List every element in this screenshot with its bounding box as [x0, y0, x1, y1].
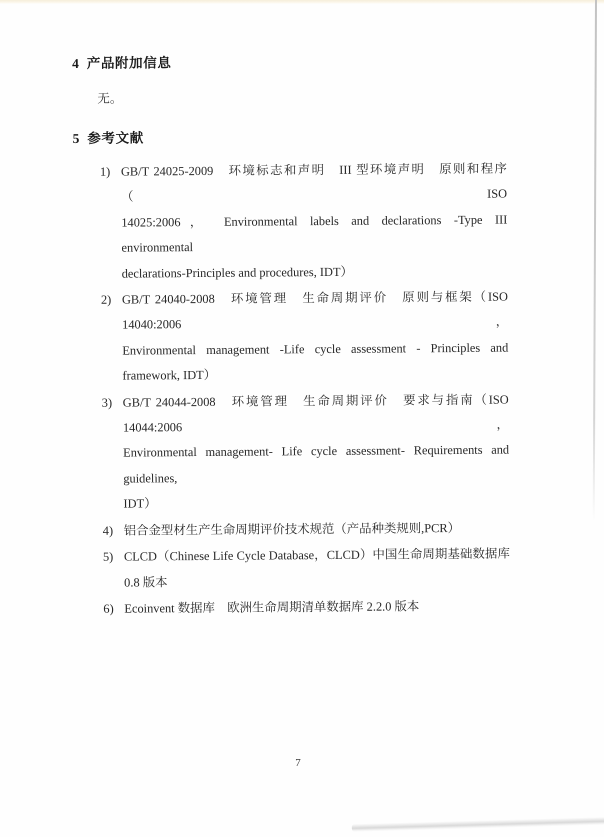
reference-item: [100, 157, 508, 287]
reference-item: [101, 285, 509, 390]
section-4-title: 产品附加信息: [86, 55, 172, 71]
reference-number: 5): [102, 549, 114, 564]
reference-number: 4): [102, 523, 114, 538]
scan-top-edge: [0, 0, 604, 4]
section-4-body: 无。: [97, 91, 123, 106]
scan-right-edge-line: [593, 0, 597, 522]
reference-item: [103, 515, 510, 544]
section-5-title: 参考文献: [87, 130, 144, 146]
reference-number: 6): [103, 601, 114, 616]
reference-text: GB/T 24040-2008 环境管理 生命周期评价 原则与框架（ISO 14040:2006， Environmental management -Life cycle assessment - Principles and framework, IDT）: [121, 289, 509, 383]
section-4-heading: [72, 53, 506, 72]
reference-item: [103, 593, 510, 622]
section-5-number: 5: [72, 130, 80, 146]
section-4-number: 4: [72, 55, 79, 71]
section-5-heading: [73, 128, 507, 147]
page-content: [72, 53, 510, 624]
reference-text: 铝合金型材生产生命周期评价技术规范（产品种类规则,PCR）: [123, 520, 461, 538]
reference-text: Ecoinvent 数据库 欧洲生命周期清单数据库 2.2.0 版本: [124, 599, 420, 616]
page-number: 7: [295, 757, 301, 769]
reference-item: [103, 542, 510, 596]
reference-number: 3): [101, 395, 113, 410]
reference-text: GB/T 24025-2009 环境标志和声明 III 型环境声明 原则和程序（ISO 14025:2006， Environmental labels and declarations -Type III environmental declarations-Principles and procedures, IDT）: [120, 161, 508, 281]
scan-bottom-edge-shadow: [352, 817, 604, 832]
reference-number: 2): [100, 292, 112, 307]
reference-text: GB/T 24044-2008 环境管理 生命周期评价 要求与指南（ISO 14044:2006， Environmental management- Life cycle assessment- Requirements and guidelines, IDT）: [122, 392, 510, 511]
reference-number: 1): [99, 164, 111, 179]
reference-item: [102, 387, 510, 517]
reference-text: CLCD（Chinese Life Cycle Database，CLCD）中国生命周期基础数据库 0.8 版本: [123, 546, 510, 590]
reference-list: [73, 157, 511, 623]
